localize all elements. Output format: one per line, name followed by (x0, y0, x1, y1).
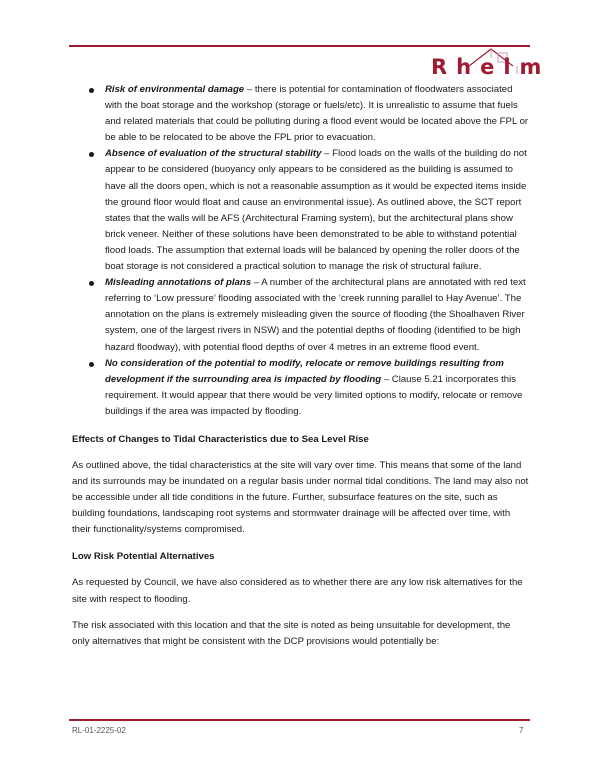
list-item (72, 356, 530, 420)
bullet-title: No consideration of the potential to modify, relocate or remove buildings resulting from development if the surrounding area is impacted by flooding (105, 357, 504, 385)
list-item (72, 82, 530, 146)
list-item (72, 275, 530, 355)
bullet-icon (89, 281, 94, 286)
bullet-icon (89, 88, 94, 93)
bullet-text: – Flood loads on the walls of the building do not appear to be considered (buoyancy only appears to be considered as the building is assumed to have all the doors open, which is not a reasonable assumption as it would be expected items inside the ground floor would float and cause an environmental issue). As outlined above, the SCT report states that the walls will be AFS (Architectural Framing system), but the architectural plans show brick veneer. Neither of these solutions have been demonstrated to be able to withstand potential flood loads. The assumption that external loads will be balanced by opening the roller doors of the boat storage is not considered a practical solution to manage the risk of structural failure. (105, 148, 527, 273)
page-content (72, 82, 530, 650)
bullet-title: Absence of evaluation of the structural stability (105, 148, 322, 160)
company-logo (425, 44, 551, 82)
footer-rule (69, 719, 530, 721)
bullet-text: – Clause 5.21 incorporates this requirement. It would appear that there would be very limited options to modify, relocate or remove buildings if the area was impacted by flooding. (105, 373, 523, 417)
section-heading-alternatives: Low Risk Potential Alternatives (72, 551, 215, 563)
bullet-icon (89, 152, 94, 157)
document-code: RL-01-2225-02 (72, 726, 126, 735)
bullet-title: Misleading annotations of plans (105, 277, 252, 289)
page-number: 7 (519, 726, 524, 735)
paragraph-alternatives-2: The risk associated with this location and that the site is noted as being unsuitable for development, the only alternatives that might be consistent with the DCP provisions would potentially be: (72, 619, 511, 647)
section-heading-tidal: Effects of Changes to Tidal Characteristics due to Sea Level Rise (72, 433, 369, 445)
risk-bullet-list (72, 82, 530, 420)
bullet-text: – A number of the architectural plans are annotated with red text referring to ‘Low pressure’ flooding associated with the ‘creek running parallel to Hay Avenue’. The annotation on the plans is extremely misleading given the source of flooding (the Shoalhaven River system, one of the largest rivers in NSW) and the potential depths of flooding (identified to be high hazard floodway), with potential flood depths of over 4 metres in an extreme flood event. (105, 277, 526, 353)
paragraph-tidal: As outlined above, the tidal characteristics at the site will vary over time. This means that some of the land and its surrounds may be inundated on a regular basis under normal tidal conditions. The land may also not be accessible under all tide conditions in the future. Further, subsurface features on the site, such as building foundations, landscaping root systems and stormwater drainage will be affected over time, with their functionality/systems compromised. (72, 459, 529, 536)
bullet-text: – there is potential for contamination of floodwaters associated with the boat storage and the workshop (storage or fuels/etc). It is unrealistic to assume that fuels and related materials that could be polluting during a flood event would be located above the FPL or be able to be relocated to be above the FPL prior to evacuation. (105, 84, 529, 144)
list-item (72, 146, 530, 275)
bullet-icon (89, 362, 94, 367)
bullet-title: Risk of environmental damage (105, 84, 245, 95)
logo-wordmark: Rhelm (431, 55, 551, 79)
paragraph-alternatives-1: As requested by Council, we have also considered as to whether there are any low risk alternatives for the site with respect to flooding. (72, 577, 523, 605)
